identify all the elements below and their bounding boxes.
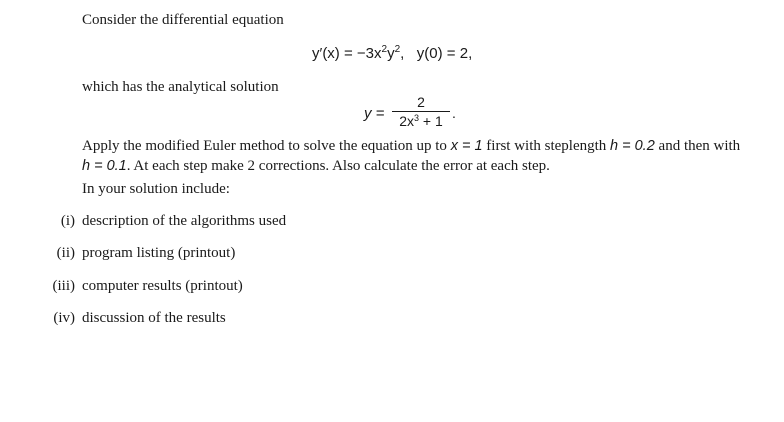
denominator-exponent: 3 xyxy=(414,113,420,123)
equation-exponent-y: 2 xyxy=(394,44,401,55)
list-item-number: (i) xyxy=(60,213,75,229)
denominator-base: 2x xyxy=(399,113,415,129)
task-paragraph xyxy=(82,137,742,176)
task-x-equals: x = 1 xyxy=(450,138,483,154)
fraction-denominator xyxy=(392,112,450,130)
list-item-text: description of the algorithms used xyxy=(82,213,287,229)
solution-fraction xyxy=(392,94,450,130)
task-text-2: first with steplength xyxy=(482,138,611,154)
equation-y: y xyxy=(387,45,395,62)
task-steplength-2: h = 0.1 xyxy=(82,157,127,174)
differential-equation xyxy=(312,45,472,62)
solution-lhs: y = xyxy=(364,105,385,122)
list-item-text: computer results (printout) xyxy=(82,278,243,294)
equation-initial-condition: , y(0) = 2, xyxy=(400,45,473,62)
task-text-4: . At each step make 2 corrections. Also calculate the error at each step. xyxy=(126,157,550,174)
equation-lhs: y′(x) = −3x xyxy=(312,45,382,62)
list-item-text: discussion of the results xyxy=(82,310,226,326)
solution-intro-text: which has the analytical solution xyxy=(82,79,279,95)
equation-exponent-x: 2 xyxy=(381,44,388,55)
task-steplength-1: h = 0.2 xyxy=(610,138,655,154)
list-item-number: (ii) xyxy=(56,245,75,261)
denominator-rest: + 1 xyxy=(419,113,443,129)
task-text-3: and then with xyxy=(654,138,741,154)
list-item-number: (iv) xyxy=(53,310,75,326)
list-item-text: program listing (printout) xyxy=(82,245,236,261)
solution-period: . xyxy=(452,105,456,121)
include-label: In your solution include: xyxy=(82,181,230,197)
task-text-1: Apply the modified Euler method to solve the equation up to xyxy=(82,138,451,154)
fraction-numerator: 2 xyxy=(417,94,425,110)
list-item-number: (iii) xyxy=(52,278,75,294)
intro-text: Consider the differential equation xyxy=(82,12,284,28)
